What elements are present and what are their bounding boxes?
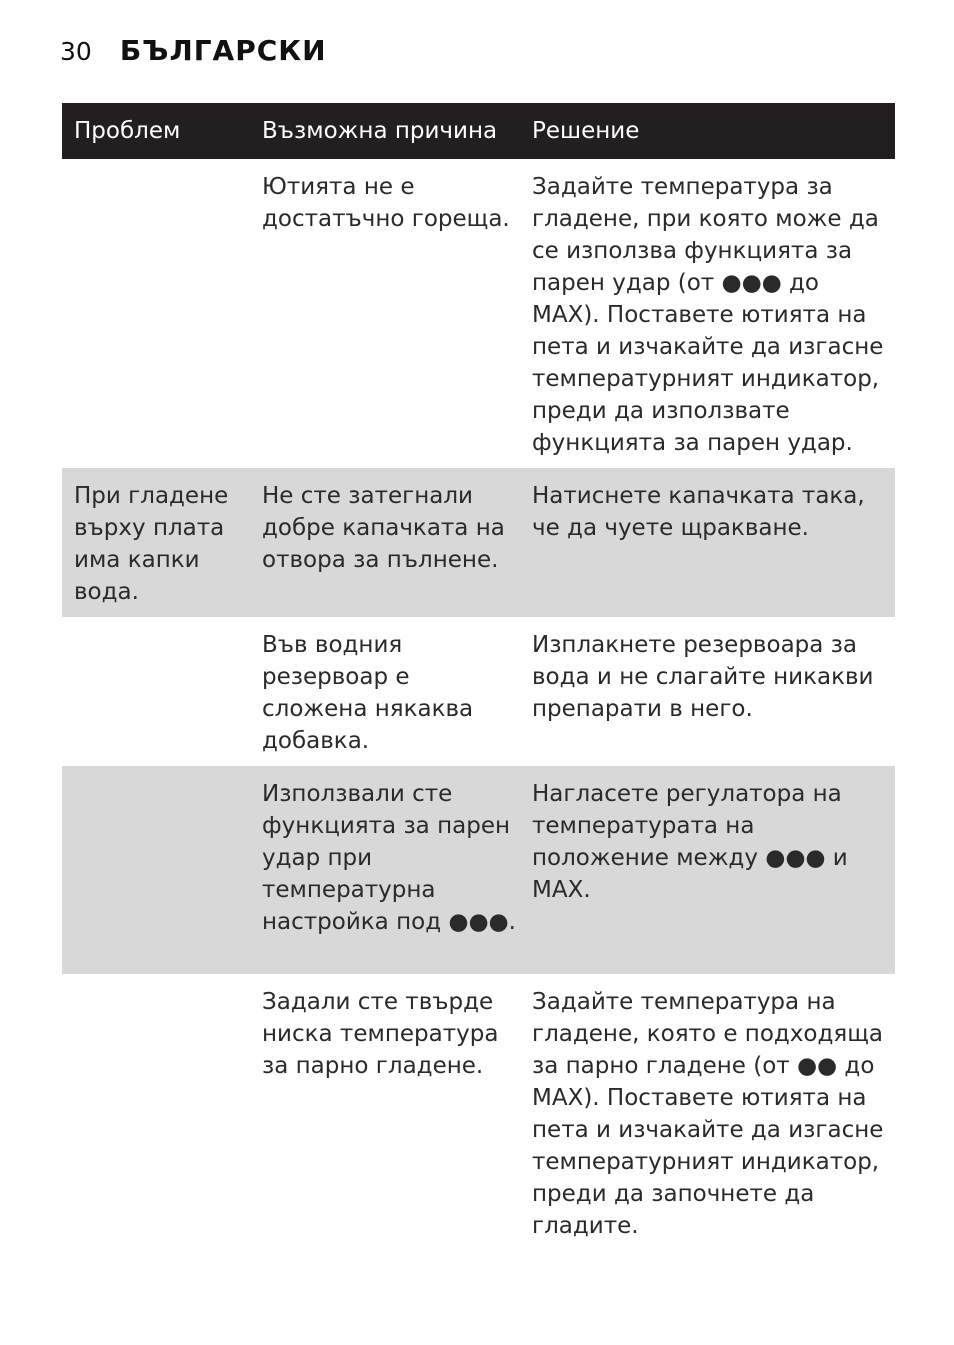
cause-cell: Не сте затегнали добре капачката на отвора за пълнене. <box>250 468 520 617</box>
page-number: 30 <box>60 37 92 66</box>
page-header <box>60 34 327 74</box>
section-title: БЪЛГАРСКИ <box>119 34 327 67</box>
solution-cell: Нагласете регулатора на температурата на положение между ●●● и MAX. <box>520 766 895 974</box>
table-row <box>62 766 895 974</box>
problem-cell <box>62 974 250 1251</box>
table-header-row <box>62 103 895 159</box>
column-header-cause: Възможна причина <box>250 103 520 159</box>
solution-cell: Задайте температура на гладене, която е подходяща за парно гладене (от ●● до MAX). Поставете ютията на пета и изчакайте да изгасне температурният индикатор, преди да започнете да гладите. <box>532 989 884 1239</box>
problem-cell <box>62 159 250 468</box>
troubleshooting-table <box>62 103 895 1251</box>
cause-cell: Задали сте твърде ниска температура за парно гладене. <box>262 989 499 1079</box>
table-row <box>62 468 895 617</box>
problem-cell: При гладене върху плата има капки вода. <box>62 468 250 617</box>
problem-cell <box>62 617 250 766</box>
column-header-solution: Решение <box>520 103 895 159</box>
cause-cell: Във водния резервоар е сложена някаква добавка. <box>262 632 474 754</box>
cause-cell: Ютията не е достатъчно гореща. <box>262 174 510 232</box>
table-row <box>62 617 895 766</box>
problem-cell <box>62 766 250 974</box>
table-row <box>62 974 895 1251</box>
solution-cell: Задайте температура за гладене, при която може да се използва функцията за парен удар (от ●●● до MAX). Поставете ютията на пета и изчакайте да изгасне температурният индикатор, преди да използвате функцията за парен удар. <box>532 174 884 456</box>
cause-cell: Използвали сте функцията за парен удар при температурна настройка под ●●●. <box>250 766 520 974</box>
table-row <box>62 159 895 468</box>
solution-cell: Натиснете капачката така, че да чуете щракване. <box>520 468 895 617</box>
solution-cell: Изплакнете резервоара за вода и не слагайте никакви препарати в него. <box>532 632 874 722</box>
column-header-problem: Проблем <box>62 103 250 159</box>
